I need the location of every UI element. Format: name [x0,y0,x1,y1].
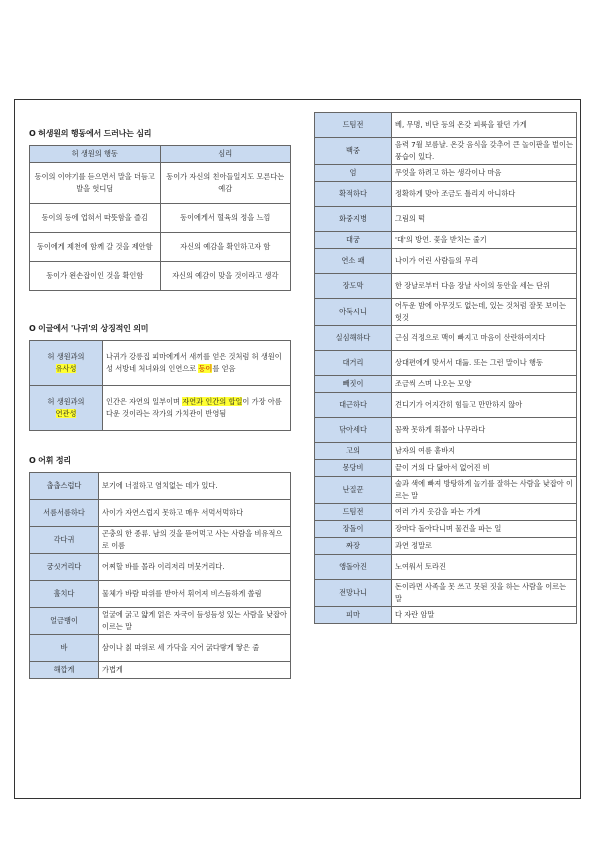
vocabulary-table [29,472,291,679]
table-row [30,473,291,500]
meaning-cell: 음력 7월 보름날. 온갖 음식을 갖추어 큰 놀이판을 벌이는 풍습이 있다. [392,138,577,165]
psychology-cell: 자신의 예감을 확인하고자 함 [160,233,291,262]
table-row [315,521,577,538]
table-row [315,504,577,521]
table-row [315,113,577,138]
table-row [315,299,577,326]
text-part: 를 얻음 [212,364,236,373]
word-cell: 서름서름하다 [30,500,99,527]
meaning-cell: 노여워서 토라진 [392,555,577,580]
similarity-text [103,341,291,386]
table-row [30,262,291,291]
vocabulary-table-right [314,112,577,624]
word-cell: 대거리 [315,351,392,376]
meaning-cell: 그림의 떡 [392,207,577,232]
table-row [30,608,291,635]
word-cell: 춥춥스럽다 [30,473,99,500]
word-cell: 각다귀 [30,527,99,554]
table-row [30,635,291,662]
meaning-cell: 견디기가 어지간히 힘들고 만만하지 않아 [392,393,577,418]
table-row [315,460,577,477]
head-line: 허 생원과의 [47,352,85,361]
action-cell: 동이의 등에 업혀서 따뜻함을 즐김 [30,204,161,233]
word-cell: 난질꾼 [315,477,392,504]
table-row [315,418,577,443]
word-cell: 장돌이 [315,521,392,538]
table-row [315,393,577,418]
action-cell: 동이에게 제천에 함께 갈 것을 제안함 [30,233,161,262]
word-cell: 엄 [315,165,392,182]
meaning-cell: 여러 가지 옷감을 파는 가게 [392,504,577,521]
table-row [315,555,577,580]
table-row [315,443,577,460]
word-cell: 빼짓이 [315,376,392,393]
meaning-cell: 나이가 어린 사람들의 무리 [392,249,577,274]
word-cell: 몽당비 [315,460,392,477]
meaning-cell: 술과 색에 빠져 방탕하게 놀기를 잘하는 사람을 낮잡아 이르는 말 [392,477,577,504]
word-cell: 얼금뱅이 [30,608,99,635]
meaning-cell: 근심 걱정으로 맥이 빠지고 마음이 산란하여지다 [392,326,577,351]
table-row [30,386,291,431]
text-part: 이 가장 아름다운 것이라는 작가의 가치관이 반영됨 [106,397,282,418]
word-cell: 짜장 [315,538,392,555]
psychology-cell: 동이가 자신의 친아들일지도 모른다는 예감 [160,163,291,204]
relation-text [103,386,291,431]
meaning-cell: 삼이나 칡 따위로 세 가닥을 지어 굵다랗게 땋은 줄 [99,635,291,662]
word-cell: 피마 [315,607,392,624]
word-cell: 드팀전 [315,504,392,521]
section-title-vocabulary: O 어휘 정리 [29,456,71,465]
table-row [315,607,577,624]
action-cell: 동이가 왼손잡이인 것을 확인함 [30,262,161,291]
table-row [315,274,577,299]
word-cell: 고의 [315,443,392,460]
meaning-cell: 다 자란 암말 [392,607,577,624]
table-row [30,204,291,233]
word-cell: 전망나니 [315,580,392,607]
table-row [315,580,577,607]
table-row [30,500,291,527]
similarity-head [30,341,103,386]
table-row [315,182,577,207]
table-row [30,163,291,204]
word-cell: 실심해하다 [315,326,392,351]
meaning-cell: 꼼짝 못하게 휘몰아 나무라다 [392,418,577,443]
meaning-cell: 조금씩 스며 나오는 모양 [392,376,577,393]
word-cell: 대궁 [315,232,392,249]
meaning-cell: 어찌할 바를 몰라 이리저리 머뭇거리다. [99,554,291,581]
meaning-cell: 한 장날로부터 다음 장날 사이의 동안을 세는 단위 [392,274,577,299]
meaning-cell: '대'의 방언. 꽃을 받치는 줄기 [392,232,577,249]
table-row [315,477,577,504]
meaning-cell: 장마다 돌아다니며 물건을 파는 일 [392,521,577,538]
word-cell: 드팀전 [315,113,392,138]
meaning-cell: 사이가 자연스럽지 못하고 매우 서먹서먹하다 [99,500,291,527]
word-cell: 연소 패 [315,249,392,274]
word-cell: 백중 [315,138,392,165]
relation-head [30,386,103,431]
meaning-cell: 남자의 여름 홑바지 [392,443,577,460]
head-highlight: 연관성 [55,409,77,418]
meaning-cell: 끝이 거의 다 닳아서 없어진 비 [392,460,577,477]
text-highlight: 자연과 인간의 합일 [182,397,243,406]
meaning-cell: 무엇을 하려고 하는 생각이나 마음 [392,165,577,182]
meaning-cell: 과연 정말로 [392,538,577,555]
text-part: 인간은 자연의 일부이며 [106,397,183,406]
meaning-cell: 상대편에게 맞서서 대듦. 또는 그런 말이나 행동 [392,351,577,376]
table-row [30,554,291,581]
section-title-donkey: O 이글에서 '나귀'의 상징적인 의미 [29,324,149,333]
table-row [315,351,577,376]
header-psychology: 심리 [160,146,291,163]
table-row [315,326,577,351]
header-action: 허 생원의 행동 [30,146,161,163]
meaning-cell: 가볍게 [99,662,291,679]
right-column [314,112,577,624]
word-cell: 확적하다 [315,182,392,207]
table-row [30,527,291,554]
meaning-cell: 물체가 바람 따위를 받아서 휘어져 비스듬하게 쏠림 [99,581,291,608]
word-cell: 닦아세다 [315,418,392,443]
section-title-psychology: O 허생원의 행동에서 드러나는 심리 [29,129,152,138]
table-row [315,165,577,182]
psychology-cell: 동이에게서 혈육의 정을 느낌 [160,204,291,233]
psychology-table [29,145,291,291]
table-row [315,538,577,555]
psychology-cell: 자신의 예감이 맞을 것이라고 생각 [160,262,291,291]
text-part: 나귀가 강릉집 피마에게서 새끼를 얻은 것처럼 허 생원이 성 서방네 처녀와의 인연으로 [106,352,282,373]
meaning-cell: 정확하게 맞아 조금도 틀리지 아니하다 [392,182,577,207]
word-cell: 화중지병 [315,207,392,232]
text-highlight: 동이 [198,364,213,373]
word-cell: 앵돌아진 [315,555,392,580]
table-row [30,662,291,679]
head-highlight: 유사성 [55,364,77,373]
table-row [30,581,291,608]
meaning-cell: 보기에 너절하고 염치없는 데가 있다. [99,473,291,500]
meaning-cell: 돈이라면 사족을 못 쓰고 못된 짓을 하는 사람을 이르는 말 [392,580,577,607]
word-cell: 궁싯거리다 [30,554,99,581]
donkey-meaning-table [29,340,291,431]
action-cell: 동이의 이야기를 듣으면서 말을 더듬고 발을 헛디딤 [30,163,161,204]
head-line: 허 생원과의 [47,397,85,406]
table-row [315,207,577,232]
meaning-cell: 베, 무명, 비단 등의 온갖 피륙을 팔던 가게 [392,113,577,138]
word-cell: 해깝게 [30,662,99,679]
table-row [315,376,577,393]
left-column [29,128,291,679]
table-row [315,232,577,249]
word-cell: 아둑시니 [315,299,392,326]
meaning-cell: 곤충의 한 종류. 남의 것을 뜯어먹고 사는 사람을 비유적으로 이름 [99,527,291,554]
table-row [30,233,291,262]
meaning-cell: 얼굴에 굵고 얇게 얽은 자국이 듬성듬성 있는 사람을 낮잡아 이르는 말 [99,608,291,635]
table-row [315,138,577,165]
table-row [30,341,291,386]
word-cell: 훌치다 [30,581,99,608]
meaning-cell: 어두운 밤에 아무것도 없는데, 있는 것처럼 잘못 보이는 헛것 [392,299,577,326]
word-cell: 바 [30,635,99,662]
word-cell: 대근하다 [315,393,392,418]
word-cell: 장도막 [315,274,392,299]
table-row [315,249,577,274]
